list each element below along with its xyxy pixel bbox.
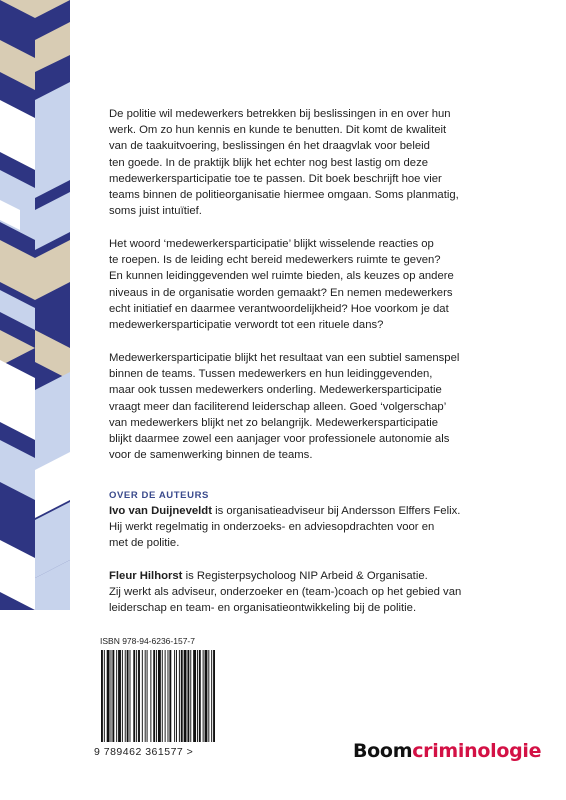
text-line: Medewerkersparticipatie blijkt het resultaat van een subtiel samenspel (109, 352, 460, 364)
third-paragraph (109, 350, 529, 463)
barcode-bar (211, 650, 212, 742)
barcode-bar (104, 650, 105, 742)
barcode-bar (142, 650, 143, 742)
text-line: blijkt daarmee zowel een aanjager voor professionele autonomie als (109, 433, 450, 446)
barcode-bar (181, 650, 183, 742)
barcode-bar (205, 650, 208, 742)
barcode-bar (145, 650, 146, 742)
barcode-bar (107, 650, 110, 742)
barcode-bar (176, 650, 177, 742)
barcode-bar (165, 650, 166, 742)
text-line: De politie wil medewerkers betrekken bij beslissingen in en over hun (109, 108, 451, 120)
barcode-bar (111, 650, 112, 742)
barcode-digits: 9 789462 361577 > (94, 746, 194, 758)
barcode-bar (150, 650, 151, 742)
barcode-bar (193, 650, 196, 742)
text-line: teams binnen de politieorganisatie hiermee omgaan. Soms planmatig, (109, 189, 459, 202)
text-line: maar ook tussen medewerkers onderling. Medewerkersparticipatie (109, 384, 442, 397)
barcode-bar (168, 650, 169, 742)
text-line: vraagt meer dan faciliterend leiderschap alleen. Goed ‘volgerschap’ (109, 400, 447, 413)
barcode-bar (199, 650, 201, 742)
text-line: van medewerkers blijkt net zo belangrijk. Medewerkersparticipatie (109, 416, 439, 429)
author-bio-2 (109, 568, 529, 617)
text-line: ten goede. In de praktijk blijk het echter nog best lastig om deze (109, 156, 429, 169)
text-line: met de politie. (109, 537, 180, 550)
barcode (100, 650, 215, 742)
barcode-bar (147, 650, 148, 742)
text-line: leiderschap en team- en organisatieontwikkeling bij de politie. (109, 602, 417, 615)
text-line: medewerkersparticipatie toe te passen. Dit boek beschrijft hoe vier (109, 172, 442, 185)
author-name: Ivo van Duijneveldt (109, 505, 212, 517)
text-line (109, 503, 529, 519)
barcode-bar (122, 650, 123, 742)
isbn-label: ISBN 978-94-6236-157-7 (100, 636, 195, 646)
barcode-bar (187, 650, 189, 742)
text-line: van de taakuitvoering, beslissingen én het draagvlak voor beleid (109, 140, 430, 153)
barcode-bar (179, 650, 180, 742)
second-paragraph (109, 236, 529, 333)
publisher-logo (353, 740, 541, 762)
barcode-bar (197, 650, 198, 742)
text-line: Het woord ‘medewerkersparticipatie’ blijkt wisselende reacties op (109, 238, 434, 250)
barcode-bar (112, 650, 114, 742)
text-line: binnen de teams. Tussen medewerkers en hun leidinggevenden, (109, 368, 433, 381)
barcode-bar (174, 650, 175, 742)
authors-heading: OVER DE AUTEURS (109, 490, 209, 501)
text-line: soms juist intuïtief. (109, 205, 202, 218)
barcode-bar (127, 650, 129, 742)
text-line: niveaus in de organisatie worden gemaakt? En nemen medewerkers (109, 286, 453, 299)
barcode-bar (156, 650, 157, 742)
author-bio-text: is Registerpsycholoog NIP Arbeid & Organisatie. (182, 570, 428, 582)
publisher-logo-part2: criminologie (412, 740, 542, 762)
barcode-bar (158, 650, 161, 742)
barcode-bar (138, 650, 140, 742)
text-line: Hij werkt regelmatig in onderzoeks- en adviesopdrachten voor en (109, 521, 435, 534)
barcode-bar (208, 650, 209, 742)
text-line: voor de samenwerking binnen de teams. (109, 449, 313, 462)
text-line: echt initiatief en daarmee verantwoordelijkheid? Hoe voorkom je dat (109, 302, 449, 315)
text-line: Zij werkt als adviseur, onderzoeker en (team-)coach op het gebied van (109, 586, 462, 599)
barcode-bar (184, 650, 187, 742)
barcode-bar (203, 650, 204, 742)
text-line (109, 568, 529, 584)
barcode-bar (190, 650, 191, 742)
barcode-bar (130, 650, 131, 742)
text-line: medewerkersparticipatie verwordt tot een rituele dans? (109, 319, 384, 332)
barcode-bar (153, 650, 155, 742)
publisher-logo-part1: Boom (353, 740, 413, 762)
intro-paragraph (109, 106, 529, 219)
text-line: werk. Om zo hun kennis en kunde te benutten. Dit komt de kwaliteit (109, 124, 447, 137)
barcode-bar (136, 650, 137, 742)
barcode-bar (133, 650, 135, 742)
barcode-bar (125, 650, 126, 742)
author-bio-text: is organisatieadviseur bij Andersson Elffers Felix. (211, 505, 461, 517)
barcode-bar (101, 650, 103, 742)
barcode-bar (118, 650, 121, 742)
barcode-bar (213, 650, 215, 742)
barcode-bar (169, 650, 171, 742)
barcode-bar (162, 650, 163, 742)
text-line: En kunnen leidinggevenden wel ruimte bieden, als keuzes op andere (109, 270, 454, 283)
author-name: Fleur Hilhorst (109, 570, 183, 582)
text-line: te roepen. Is de leiding echt bereid medewerkers ruimte te geven? (109, 254, 441, 267)
cover-pattern (0, 0, 70, 610)
author-bio-1 (109, 503, 529, 552)
barcode-bar (116, 650, 117, 742)
